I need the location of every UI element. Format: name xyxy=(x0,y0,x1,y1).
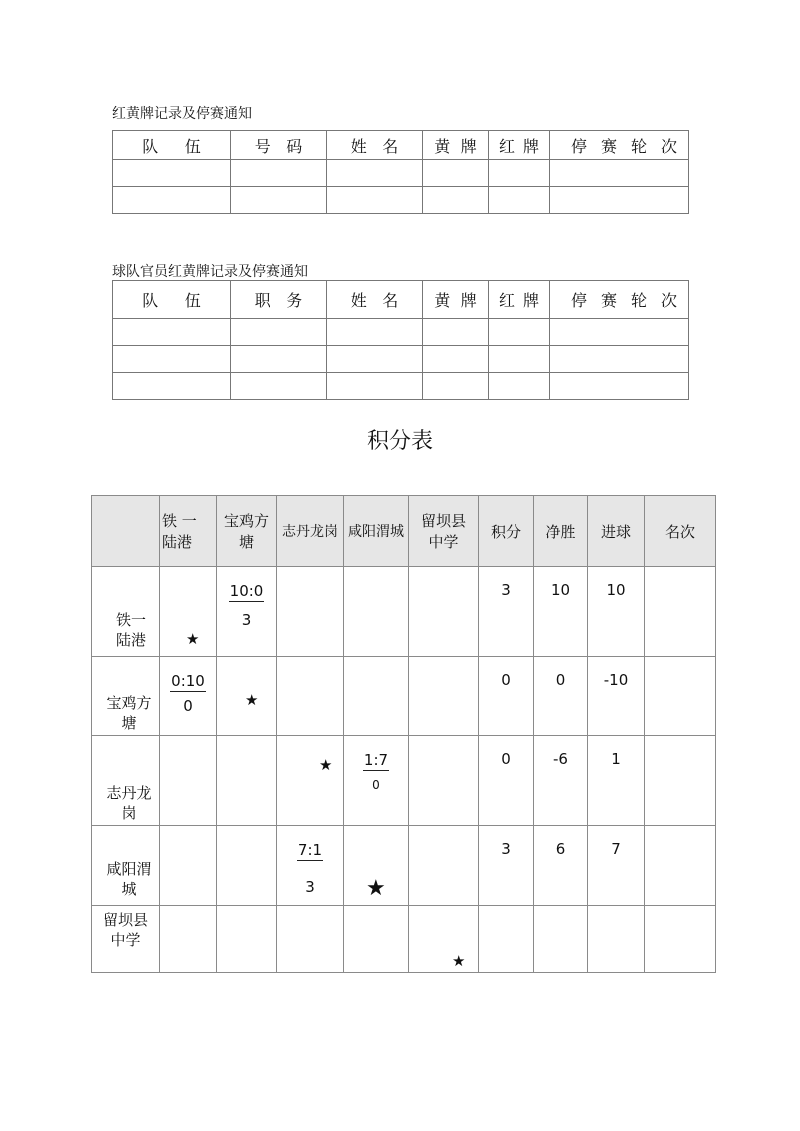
table-row xyxy=(113,160,689,187)
goal-diff-cell: 0 xyxy=(534,657,588,736)
cell[interactable] xyxy=(489,346,550,373)
result-cell: 7:1 3 xyxy=(277,826,344,906)
cell[interactable] xyxy=(231,346,327,373)
star-icon: ★ xyxy=(319,756,333,774)
points-cell: 0 xyxy=(479,657,534,736)
goals-cell: -10 xyxy=(588,657,645,736)
header-corner xyxy=(92,496,160,567)
result-cell: 10:0 3 xyxy=(217,567,277,657)
header-position: 职 务 xyxy=(231,281,327,319)
result-cell xyxy=(160,736,217,826)
row-team-name: 咸阳渭城 xyxy=(92,826,160,906)
header-team-3: 志丹龙岗 xyxy=(277,496,344,567)
star-icon: ★ xyxy=(186,630,200,648)
cell[interactable] xyxy=(550,373,689,400)
official-record-table xyxy=(112,280,689,400)
points-cell: 3 xyxy=(479,826,534,906)
row-team-name: 志丹龙岗 xyxy=(92,736,160,826)
points-cell: 0 xyxy=(479,736,534,826)
star-icon: ★ xyxy=(245,691,259,709)
points-cell xyxy=(479,906,534,973)
row-team-name: 留坝县中学 xyxy=(92,906,160,973)
table-row xyxy=(92,826,716,906)
cell[interactable] xyxy=(113,346,231,373)
cell[interactable] xyxy=(423,373,489,400)
header-team-2: 宝鸡方塘 xyxy=(217,496,277,567)
self-cell xyxy=(160,567,217,657)
result-cell xyxy=(409,567,479,657)
cell[interactable] xyxy=(327,160,423,187)
cell[interactable] xyxy=(489,373,550,400)
table-row xyxy=(113,373,689,400)
row-team-name: 铁一陆港 xyxy=(92,567,160,657)
card-record-header-row xyxy=(113,131,689,160)
header-number: 号 码 xyxy=(231,131,327,160)
header-yellow: 黄 牌 xyxy=(423,131,489,160)
cell[interactable] xyxy=(423,187,489,214)
rank-cell xyxy=(645,657,716,736)
header-name: 姓 名 xyxy=(327,281,423,319)
cell[interactable] xyxy=(327,373,423,400)
header-rank: 名次 xyxy=(645,496,716,567)
header-suspension: 停 赛 轮 次 xyxy=(550,131,689,160)
card-record-caption: 红黄牌记录及停赛通知 xyxy=(112,106,252,122)
standings-table xyxy=(91,495,716,973)
official-record-caption: 球队官员红黄牌记录及停赛通知 xyxy=(112,264,308,280)
table-row xyxy=(113,319,689,346)
cell[interactable] xyxy=(113,187,231,214)
cell[interactable] xyxy=(489,187,550,214)
cell[interactable] xyxy=(113,160,231,187)
result-cell xyxy=(160,906,217,973)
header-points: 积分 xyxy=(479,496,534,567)
table-row xyxy=(92,567,716,657)
goals-cell: 1 xyxy=(588,736,645,826)
result-cell xyxy=(277,906,344,973)
cell[interactable] xyxy=(550,160,689,187)
star-icon: ★ xyxy=(366,876,386,901)
result-cell xyxy=(160,826,217,906)
result-cell xyxy=(344,567,409,657)
table-row xyxy=(92,906,716,973)
header-team-4: 咸阳渭城 xyxy=(344,496,409,567)
result-cell xyxy=(217,906,277,973)
cell[interactable] xyxy=(113,319,231,346)
cell[interactable] xyxy=(550,346,689,373)
goals-cell: 7 xyxy=(588,826,645,906)
cell[interactable] xyxy=(489,319,550,346)
header-goal-diff: 净胜 xyxy=(534,496,588,567)
cell[interactable] xyxy=(231,319,327,346)
cell[interactable] xyxy=(231,373,327,400)
cell[interactable] xyxy=(550,187,689,214)
header-red: 红 牌 xyxy=(489,281,550,319)
points-cell: 3 xyxy=(479,567,534,657)
cell[interactable] xyxy=(489,160,550,187)
rank-cell xyxy=(645,826,716,906)
cell[interactable] xyxy=(231,187,327,214)
header-team: 队 伍 xyxy=(113,281,231,319)
rank-cell xyxy=(645,736,716,826)
self-cell xyxy=(277,736,344,826)
row-team-name: 宝鸡方塘 xyxy=(92,657,160,736)
goal-diff-cell: 6 xyxy=(534,826,588,906)
header-red: 红 牌 xyxy=(489,131,550,160)
goal-diff-cell xyxy=(534,906,588,973)
header-team: 队 伍 xyxy=(113,131,231,160)
cell[interactable] xyxy=(231,160,327,187)
standings-title: 积分表 xyxy=(366,429,433,454)
result-cell xyxy=(344,906,409,973)
result-cell: 0:10 0 xyxy=(160,657,217,736)
self-cell xyxy=(409,906,479,973)
table-row xyxy=(113,187,689,214)
cell[interactable] xyxy=(423,346,489,373)
result-cell xyxy=(409,657,479,736)
result-cell xyxy=(344,657,409,736)
star-icon: ★ xyxy=(452,952,466,970)
self-cell xyxy=(217,657,277,736)
header-yellow: 黄 牌 xyxy=(423,281,489,319)
result-cell xyxy=(277,567,344,657)
card-record-table xyxy=(112,130,689,214)
goal-diff-cell: -6 xyxy=(534,736,588,826)
goals-cell xyxy=(588,906,645,973)
result-cell: 1:7 0 xyxy=(344,736,409,826)
cell[interactable] xyxy=(327,187,423,214)
result-cell xyxy=(277,657,344,736)
official-record-header-row xyxy=(113,281,689,319)
goal-diff-cell: 10 xyxy=(534,567,588,657)
result-cell xyxy=(217,736,277,826)
rank-cell xyxy=(645,567,716,657)
header-team-5: 留坝县中学 xyxy=(409,496,479,567)
cell[interactable] xyxy=(423,319,489,346)
header-team-1: 铁 一 陆港 xyxy=(160,496,217,567)
cell[interactable] xyxy=(550,319,689,346)
cell[interactable] xyxy=(327,346,423,373)
cell[interactable] xyxy=(327,319,423,346)
cell[interactable] xyxy=(113,373,231,400)
header-goals: 进球 xyxy=(588,496,645,567)
result-cell xyxy=(217,826,277,906)
rank-cell xyxy=(645,906,716,973)
result-cell xyxy=(409,736,479,826)
header-suspension: 停 赛 轮 次 xyxy=(550,281,689,319)
goals-cell: 10 xyxy=(588,567,645,657)
standings-header-row xyxy=(92,496,716,567)
table-row xyxy=(113,346,689,373)
self-cell xyxy=(344,826,409,906)
table-row xyxy=(92,657,716,736)
result-cell xyxy=(409,826,479,906)
table-row xyxy=(92,736,716,826)
header-name: 姓 名 xyxy=(327,131,423,160)
cell[interactable] xyxy=(423,160,489,187)
